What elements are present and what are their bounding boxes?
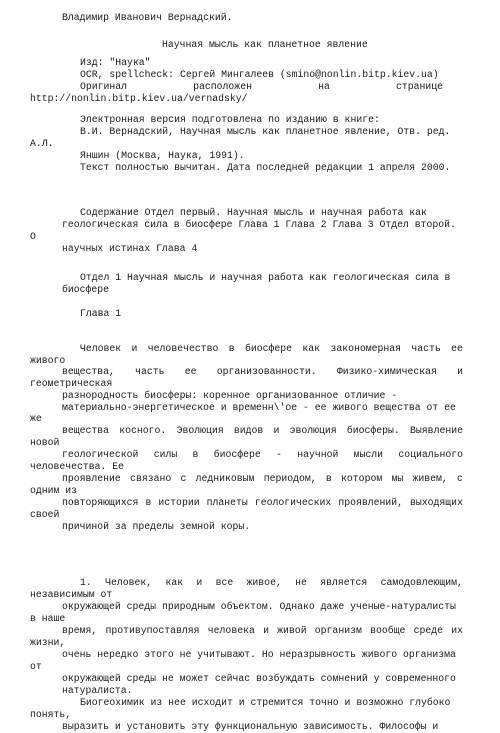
- word: и: [131, 343, 138, 354]
- edition-line: Электронная версия подготовлена по изданию в книге:: [80, 114, 380, 125]
- word: проявлений,: [338, 497, 403, 508]
- word: мы: [391, 473, 404, 484]
- word: и: [457, 366, 463, 377]
- summary-line: живого: [30, 355, 66, 366]
- word: 1.: [80, 577, 92, 588]
- summary-line: [62, 425, 463, 437]
- word: связано: [130, 473, 172, 484]
- summary-line: [62, 473, 463, 485]
- summary-line: геометрическая: [30, 378, 113, 389]
- word: мысли: [353, 449, 384, 460]
- word: их: [451, 625, 463, 636]
- summary-line: [62, 497, 463, 509]
- word: ее: [184, 366, 197, 377]
- page-title: Научная мысль как планетное явление: [162, 39, 368, 50]
- section-heading: биосфере: [62, 284, 110, 295]
- word: Человек,: [105, 577, 153, 588]
- word: и: [196, 577, 203, 588]
- word: закономерная: [330, 343, 401, 354]
- word: проявление: [62, 473, 121, 484]
- summary-line: одним из: [30, 485, 78, 496]
- word: на: [318, 81, 330, 92]
- paragraph-line: окружающей среды не может сейчас возбуждать сомнений у современного: [62, 673, 456, 684]
- word: в: [228, 343, 235, 354]
- paragraph-line: независимым от: [30, 589, 113, 600]
- word: вообще: [370, 625, 406, 636]
- word: с: [180, 473, 187, 484]
- summary-line: же: [30, 413, 42, 424]
- summary-line: материально-энергетическое и временн\'ое - ее живого вещества от ее: [62, 402, 456, 413]
- summary-line: человечества. Ее: [30, 461, 125, 472]
- word: вещества,: [62, 366, 115, 377]
- word: и: [263, 625, 269, 636]
- word: как: [165, 577, 184, 588]
- paragraph-line: Биогеохимик из нее исходит и стремится точно и возможно глубоко: [80, 697, 451, 708]
- summary-line: [62, 366, 463, 378]
- original-location-line: [80, 81, 443, 93]
- word: Человек: [80, 343, 122, 354]
- word: котором: [341, 473, 383, 484]
- word: планеты: [206, 497, 248, 508]
- word: ледниковым: [195, 473, 255, 484]
- paragraph-line: от: [30, 661, 42, 672]
- summary-line: разнородность биосферы: коренное организованное отличие -: [62, 390, 398, 401]
- word: человечество: [147, 343, 219, 354]
- word: научной: [297, 449, 339, 460]
- word: часть: [135, 366, 165, 377]
- word: периодом,: [263, 473, 317, 484]
- word: самодовлеющим,: [380, 577, 463, 588]
- word: выходящих: [410, 497, 463, 508]
- word: -: [276, 449, 282, 460]
- word: организованности.: [216, 366, 317, 377]
- word: Оригинал: [80, 81, 128, 92]
- word: ее: [451, 343, 463, 354]
- word: в: [145, 497, 152, 508]
- word: является: [320, 577, 368, 588]
- summary-line: [62, 449, 463, 461]
- contents-line: геологическая сила в биосфере Глава 1 Глава 2 Глава 3 Отдел второй.: [62, 219, 456, 230]
- contents-line: О: [30, 231, 36, 242]
- word: живем,: [412, 473, 448, 484]
- word: биосфере: [213, 449, 261, 460]
- word: повторяющихся: [62, 497, 139, 508]
- word: в: [192, 449, 199, 460]
- summary-line: [80, 343, 463, 355]
- paragraph-line: жизни,: [30, 637, 66, 648]
- word: время,: [62, 625, 98, 636]
- summary-line: причиной за пределы земной коры.: [62, 521, 251, 532]
- word: организм: [314, 625, 362, 636]
- word: живое,: [246, 577, 282, 588]
- word: эволюция: [289, 425, 337, 436]
- word: Эволюция: [176, 425, 224, 436]
- paragraph-line: очень нередко этого не учитывают. Но неразрывность живого организма: [62, 649, 456, 660]
- chapter-heading: Глава 1: [80, 308, 122, 319]
- section-heading: Отдел 1 Научная мысль и научная работа как геологическая сила в: [80, 272, 451, 283]
- publisher-line: Изд: "Наука": [80, 57, 151, 68]
- word: видов: [233, 425, 264, 436]
- word: как: [302, 343, 321, 354]
- word: не: [295, 577, 307, 588]
- paragraph-line: натуралиста.: [62, 685, 133, 696]
- word: Физико-химическая: [336, 366, 437, 377]
- author-line: Владимир Иванович Вернадский.: [62, 12, 233, 23]
- word: биосферы.: [346, 425, 400, 436]
- contents-line: Содержание Отдел первый. Научная мысль и научная работа как: [80, 207, 427, 218]
- word: среде: [413, 625, 443, 636]
- paragraph-line: [62, 625, 463, 637]
- word: странице: [395, 81, 443, 92]
- summary-line: новой: [30, 437, 60, 448]
- word: Выявление: [410, 425, 463, 436]
- word: геологических: [254, 497, 332, 508]
- word: и: [273, 425, 280, 436]
- summary-line: своей: [30, 509, 60, 520]
- paragraph-line: понять,: [30, 709, 72, 720]
- word: социального: [398, 449, 463, 460]
- word: все: [215, 577, 234, 588]
- edition-line: Текст полностью вычитан. Дата последней редакции 1 апреля 2000.: [80, 162, 451, 173]
- paragraph-line: окружающей среды природным объектом. Однако даже ученые-натуралисты: [62, 601, 456, 612]
- edition-line: А.Л.: [30, 138, 54, 149]
- word: противупоставляя: [105, 625, 200, 636]
- word: геологической: [62, 449, 139, 460]
- contents-line: научных истинах Глава 4: [62, 243, 198, 254]
- paragraph-line: выразить и установить эту функциональную зависимость. Философы и: [62, 721, 439, 732]
- edition-line: Яншин (Москва, Наука, 1991).: [80, 150, 245, 161]
- word: с: [457, 473, 463, 484]
- paragraph-line: в наше: [30, 613, 66, 624]
- word: в: [325, 473, 332, 484]
- word: человека: [207, 625, 255, 636]
- word: живой: [277, 625, 307, 636]
- word: истории: [158, 497, 200, 508]
- word: вещества: [62, 425, 110, 436]
- word: часть: [411, 343, 441, 354]
- word: косного.: [119, 425, 167, 436]
- paragraph-line: [80, 577, 463, 589]
- word: силы: [153, 449, 178, 460]
- source-url-link[interactable]: http://nonlin.bitp.kiev.ua/vernadsky/: [30, 93, 248, 104]
- word: расположен: [193, 81, 252, 92]
- ocr-line: OCR, spellcheck: Сергей Мингалеев (smino@nonlin.bitp.kiev.ua): [80, 69, 439, 80]
- word: биосфере: [245, 343, 293, 354]
- edition-line: В.И. Вернадский, Научная мысль как планетное явление, Отв. ред.: [80, 126, 451, 137]
